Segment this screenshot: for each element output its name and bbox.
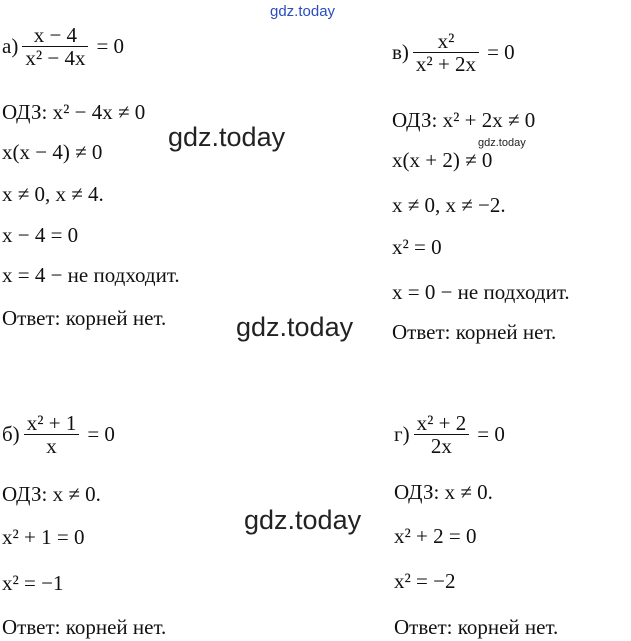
problem-g-answer: Ответ: корней нет. xyxy=(394,615,559,639)
problem-g-equals: = 0 xyxy=(477,422,505,447)
problem-b-answer: Ответ: корней нет. xyxy=(2,615,167,639)
problem-b-line-1: ОДЗ: x ≠ 0. xyxy=(2,482,101,506)
problem-v-line-4: x² = 0 xyxy=(392,235,442,259)
problem-v-fraction xyxy=(413,30,479,75)
problem-a-equation xyxy=(2,24,124,69)
problem-g-line-2: x² + 2 = 0 xyxy=(394,524,477,548)
problem-a-answer: Ответ: корней нет. xyxy=(2,306,167,330)
problem-v-numerator: x² xyxy=(437,29,455,53)
problem-b-denominator: x xyxy=(46,434,57,459)
watermark-top: gdz.today xyxy=(270,3,336,20)
problem-b xyxy=(2,412,302,641)
problem-v-label: в) xyxy=(392,40,409,65)
problem-v-answer: Ответ: корней нет. xyxy=(392,320,557,344)
problem-g-line-3: x² = −2 xyxy=(394,569,456,593)
problem-v-line-5: x = 0 − не подходит. xyxy=(392,280,570,304)
problem-a-line-2: x(x − 4) ≠ 0 xyxy=(2,140,103,164)
problem-g-line-1: ОДЗ: x ≠ 0. xyxy=(394,480,493,504)
problem-a-label: а) xyxy=(2,34,19,59)
problem-b-line-3: x² = −1 xyxy=(2,571,64,595)
problem-a-line-1: ОДЗ: x² − 4x ≠ 0 xyxy=(2,100,146,124)
problem-v-line-2: x(x + 2) ≠ 0 xyxy=(392,148,493,172)
watermark-mid-left: gdz.today xyxy=(168,122,286,152)
problem-g-denominator: 2x xyxy=(430,434,452,459)
problem-a-numerator: x − 4 xyxy=(33,23,78,47)
problem-v-denominator: x² + 2x xyxy=(415,52,477,77)
problem-b-line-2: x² + 1 = 0 xyxy=(2,525,85,549)
problem-g xyxy=(394,412,631,641)
watermark-bottom-center: gdz.today xyxy=(244,505,362,535)
watermark-mid-center: gdz.today xyxy=(236,312,354,342)
problem-v-line-3: x ≠ 0, x ≠ −2. xyxy=(392,193,506,217)
problem-v xyxy=(392,30,631,350)
watermark-small-right: gdz.today xyxy=(478,137,526,149)
problem-a-denominator: x² − 4x xyxy=(25,46,86,71)
problem-b-equals: = 0 xyxy=(87,422,115,447)
problem-a xyxy=(2,24,302,344)
problem-g-equation xyxy=(394,412,505,457)
problem-b-label: б) xyxy=(2,422,20,447)
problem-g-label: г) xyxy=(394,422,410,447)
problem-v-equation xyxy=(392,30,515,75)
problem-a-line-3: x ≠ 0, x ≠ 4. xyxy=(2,182,104,206)
problem-g-numerator: x² + 2 xyxy=(416,411,467,435)
problem-b-numerator: x² + 1 xyxy=(26,411,77,435)
problem-a-equals: = 0 xyxy=(96,34,125,59)
problem-v-line-1: ОДЗ: x² + 2x ≠ 0 xyxy=(392,108,536,132)
problem-g-fraction xyxy=(414,412,470,457)
problem-b-equation xyxy=(2,412,115,457)
problem-a-line-5: x = 4 − не подходит. xyxy=(2,263,180,287)
problem-v-equals: = 0 xyxy=(487,40,515,65)
problem-a-line-4: x − 4 = 0 xyxy=(2,223,79,247)
problem-b-fraction xyxy=(24,412,80,457)
problem-a-fraction xyxy=(22,24,88,69)
